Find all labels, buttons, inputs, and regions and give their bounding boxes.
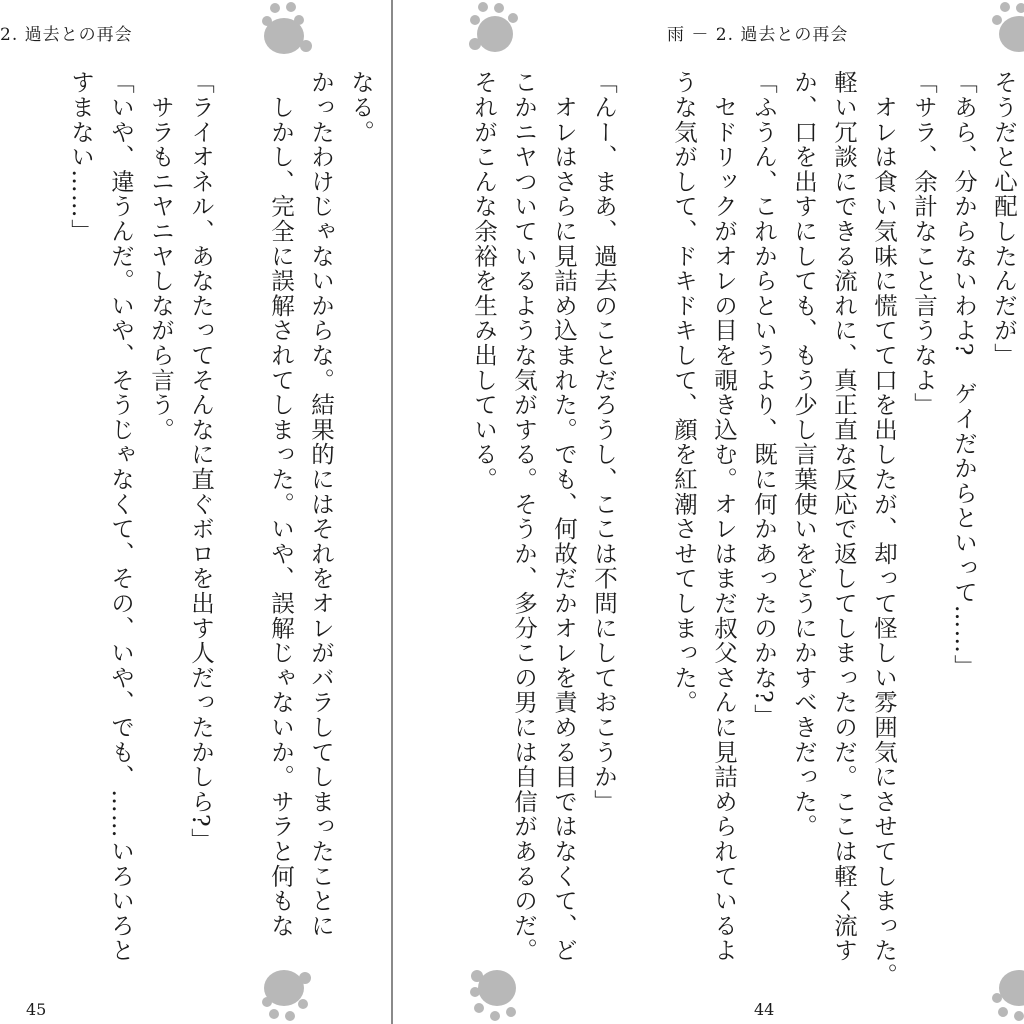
left-page-number: 45 (26, 1000, 47, 1019)
text-line: 「サラ、余計なこと言うなよ」 (910, 70, 938, 418)
paw-print-icon (258, 966, 314, 1022)
text-line: 軽い冗談にできる流れに、真正直な反応で返してしまったのだ。ここは軽く流す (830, 70, 858, 963)
text-line: 「あら、分からないわよ? ゲイだからといって……」 (950, 70, 978, 680)
text-line: こかニヤついているような気がする。そうか、多分この男には自信があるのだ。 (510, 70, 538, 963)
text-line: なる。 (347, 70, 375, 145)
text-line: しかし、完全に誤解されてしまった。いや、誤解じゃないか。サラと何もな (267, 70, 295, 938)
text-line: オレはさらに見詰め込まれた。でも、何故だかオレを責める目ではなくて、ど (550, 70, 578, 963)
text-line: すまない……」 (67, 70, 95, 244)
text-line: サラもニヤニヤしながら言う。 (147, 70, 175, 442)
paw-print-icon (467, 966, 523, 1022)
text-line: 「ライオネル、あなたってそんなに直ぐボロを出す人だったかしら?」 (187, 70, 215, 853)
text-line-blank (624, 70, 664, 970)
right-page-number: 44 (754, 1000, 775, 1019)
text-line: かったわけじゃないからな。結果的にはそれをオレがバラしてしまったことに (307, 70, 335, 938)
text-line: オレは食い気味に慌てて口を出したが、却って怪しい雰囲気にさせてしまった。 (870, 70, 898, 988)
right-running-head: 雨 － 2. 過去との再会 (667, 25, 849, 45)
paw-print-icon (467, 0, 523, 56)
text-line-blank (221, 70, 261, 970)
text-line: そうだと心配したんだが」 (990, 70, 1018, 368)
left-page (0, 0, 391, 1024)
paw-print-icon (989, 0, 1024, 56)
paw-print-icon (258, 0, 314, 56)
text-line: か、口を出すにしても、もう少し言葉使いをどうにかすべきだった。 (790, 70, 818, 839)
text-line: うな気がして、ドキドキして、顔を紅潮させてしまった。 (670, 70, 698, 715)
left-running-head: 2. 過去との再会 (0, 25, 133, 45)
text-line: 「んー、まあ、過去のことだろうし、ここは不問にしておこうか」 (590, 70, 618, 814)
text-line: 「いや、違うんだ。いや、そうじゃなくて、その、いや、でも、……いろいろと (107, 70, 135, 963)
left-page-text (61, 70, 381, 970)
right-page (393, 0, 1024, 1024)
right-page-text (464, 70, 1024, 988)
text-line: それがこんな余裕を生み出している。 (470, 70, 498, 492)
paw-print-icon (989, 966, 1024, 1022)
text-line: 「ふうん、これからというより、既に何かあったのかな?」 (750, 70, 778, 729)
text-line: セドリックがオレの目を覗き込む。オレはまだ叔父さんに見詰められているよ (710, 70, 738, 963)
